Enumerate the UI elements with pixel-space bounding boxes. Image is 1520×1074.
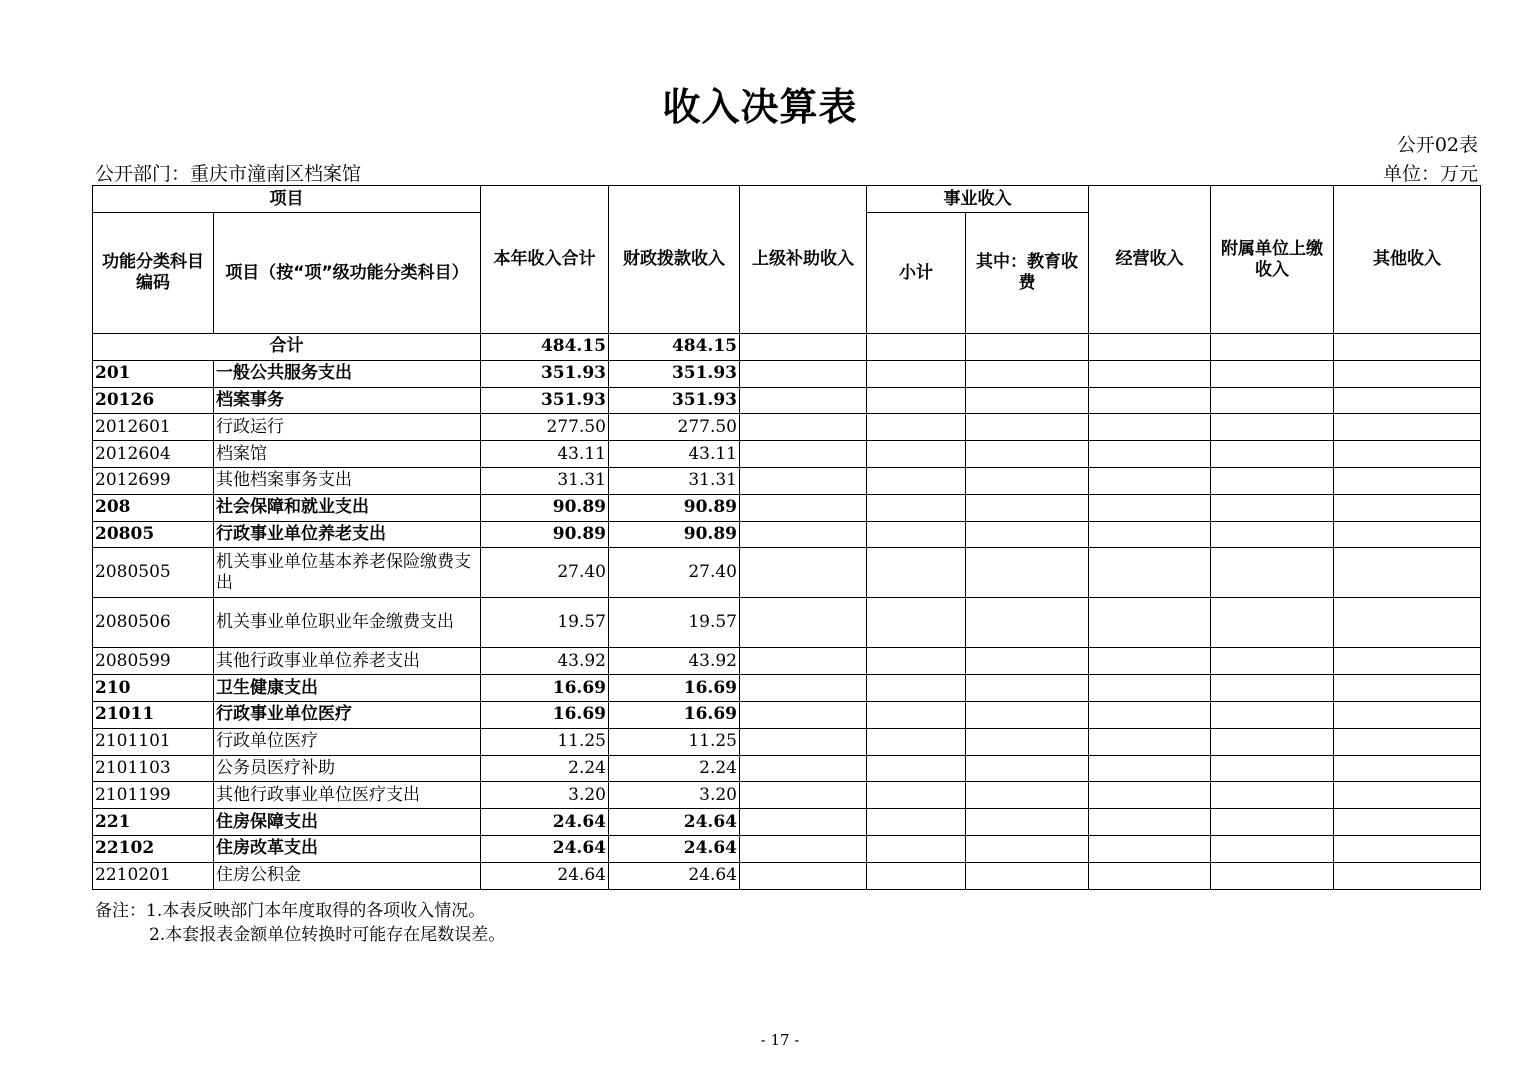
row-code: 2210201 <box>93 862 214 889</box>
row-total: 90.89 <box>481 521 609 548</box>
row-name: 社会保障和就业支出 <box>214 494 481 521</box>
row-code: 2080599 <box>93 648 214 675</box>
table-row <box>93 755 1481 782</box>
row-fiscal: 351.93 <box>609 387 740 414</box>
row-total: 24.64 <box>481 835 609 862</box>
row-total: 24.64 <box>481 862 609 889</box>
page-number: - 17 - <box>760 1031 800 1049</box>
row-code: 2012604 <box>93 441 214 468</box>
row-name: 行政运行 <box>214 414 481 441</box>
row-code: 221 <box>93 809 214 836</box>
table-row <box>93 728 1481 755</box>
row-name: 住房公积金 <box>214 862 481 889</box>
row-name: 住房保障支出 <box>214 809 481 836</box>
row-name: 行政事业单位养老支出 <box>214 521 481 548</box>
header-subtotal: 小计 <box>867 213 966 334</box>
row-code: 21011 <box>93 701 214 728</box>
note-1: 备注：1.本表反映部门本年度取得的各项收入情况。 <box>95 901 486 921</box>
table-row <box>93 675 1481 702</box>
row-fiscal: 277.50 <box>609 414 740 441</box>
row-name: 机关事业单位基本养老保险缴费支出 <box>214 548 481 598</box>
row-fiscal: 2.24 <box>609 755 740 782</box>
row-name: 档案馆 <box>214 441 481 468</box>
table-row <box>93 521 1481 548</box>
row-total: 2.24 <box>481 755 609 782</box>
row-total: 16.69 <box>481 701 609 728</box>
row-total: 11.25 <box>481 728 609 755</box>
row-name: 行政事业单位医疗 <box>214 701 481 728</box>
row-fiscal: 24.64 <box>609 862 740 889</box>
table-row <box>93 548 1481 598</box>
row-code: 2101199 <box>93 782 214 809</box>
row-fiscal: 24.64 <box>609 809 740 836</box>
row-fiscal: 90.89 <box>609 494 740 521</box>
row-name: 卫生健康支出 <box>214 675 481 702</box>
header-education: 其中：教育收费 <box>966 213 1089 334</box>
table-row <box>93 701 1481 728</box>
header-code: 功能分类科目编码 <box>93 213 214 334</box>
row-fiscal: 3.20 <box>609 782 740 809</box>
header-project-group: 项目 <box>93 186 481 213</box>
row-fiscal: 24.64 <box>609 835 740 862</box>
row-total: 43.11 <box>481 441 609 468</box>
table-row <box>93 862 1481 889</box>
header-other: 其他收入 <box>1334 186 1481 334</box>
table-row <box>93 648 1481 675</box>
row-fiscal: 19.57 <box>609 598 740 648</box>
row-total: 43.92 <box>481 648 609 675</box>
row-fiscal: 43.92 <box>609 648 740 675</box>
total-fiscal: 484.15 <box>609 334 740 361</box>
row-code: 2101103 <box>93 755 214 782</box>
row-total: 31.31 <box>481 467 609 494</box>
row-code: 208 <box>93 494 214 521</box>
row-code: 201 <box>93 360 214 387</box>
row-total: 3.20 <box>481 782 609 809</box>
row-total: 27.40 <box>481 548 609 598</box>
row-fiscal: 27.40 <box>609 548 740 598</box>
row-code: 2080505 <box>93 548 214 598</box>
form-number: 公开02表 <box>1396 134 1478 156</box>
row-code: 2012699 <box>93 467 214 494</box>
row-fiscal: 351.93 <box>609 360 740 387</box>
row-code: 2012601 <box>93 414 214 441</box>
row-fiscal: 16.69 <box>609 675 740 702</box>
notes <box>95 899 505 947</box>
row-fiscal: 43.11 <box>609 441 740 468</box>
row-total: 16.69 <box>481 675 609 702</box>
total-amount: 484.15 <box>481 334 609 361</box>
row-fiscal: 31.31 <box>609 467 740 494</box>
row-code: 2080506 <box>93 598 214 648</box>
income-statement-table <box>92 185 1481 890</box>
row-code: 22102 <box>93 835 214 862</box>
department-label: 公开部门：重庆市潼南区档案馆 <box>95 163 362 185</box>
row-fiscal: 11.25 <box>609 728 740 755</box>
row-name: 行政单位医疗 <box>214 728 481 755</box>
header-business-group: 事业收入 <box>867 186 1089 213</box>
table-row <box>93 414 1481 441</box>
table-row <box>93 494 1481 521</box>
header-superior: 上级补助收入 <box>740 186 867 334</box>
header-total: 本年收入合计 <box>481 186 609 334</box>
table-row <box>93 809 1481 836</box>
row-total: 277.50 <box>481 414 609 441</box>
header-fiscal: 财政拨款收入 <box>609 186 740 334</box>
table-row <box>93 387 1481 414</box>
page-title: 收入决算表 <box>662 85 858 129</box>
header-name: 项目（按“项”级功能分类科目） <box>214 213 481 334</box>
total-label: 合计 <box>93 334 481 361</box>
unit-label: 单位：万元 <box>1382 163 1478 185</box>
row-name: 档案事务 <box>214 387 481 414</box>
row-name: 其他行政事业单位医疗支出 <box>214 782 481 809</box>
table-row <box>93 441 1481 468</box>
table-row <box>93 467 1481 494</box>
row-code: 20126 <box>93 387 214 414</box>
row-name: 公务员医疗补助 <box>214 755 481 782</box>
row-total: 24.64 <box>481 809 609 836</box>
table-row <box>93 360 1481 387</box>
note-2: 2.本套报表金额单位转换时可能存在尾数误差。 <box>149 925 506 945</box>
row-name: 一般公共服务支出 <box>214 360 481 387</box>
row-total: 90.89 <box>481 494 609 521</box>
table-row <box>93 782 1481 809</box>
row-name: 其他行政事业单位养老支出 <box>214 648 481 675</box>
row-fiscal: 16.69 <box>609 701 740 728</box>
header-affiliated: 附属单位上缴收入 <box>1211 186 1334 334</box>
table-row <box>93 598 1481 648</box>
row-total: 351.93 <box>481 360 609 387</box>
row-code: 2101101 <box>93 728 214 755</box>
row-total: 351.93 <box>481 387 609 414</box>
table-row <box>93 835 1481 862</box>
row-name: 住房改革支出 <box>214 835 481 862</box>
header-operating: 经营收入 <box>1089 186 1211 334</box>
total-row <box>93 334 1481 361</box>
row-name: 其他档案事务支出 <box>214 467 481 494</box>
row-name: 机关事业单位职业年金缴费支出 <box>214 598 481 648</box>
row-fiscal: 90.89 <box>609 521 740 548</box>
row-code: 210 <box>93 675 214 702</box>
row-code: 20805 <box>93 521 214 548</box>
row-total: 19.57 <box>481 598 609 648</box>
